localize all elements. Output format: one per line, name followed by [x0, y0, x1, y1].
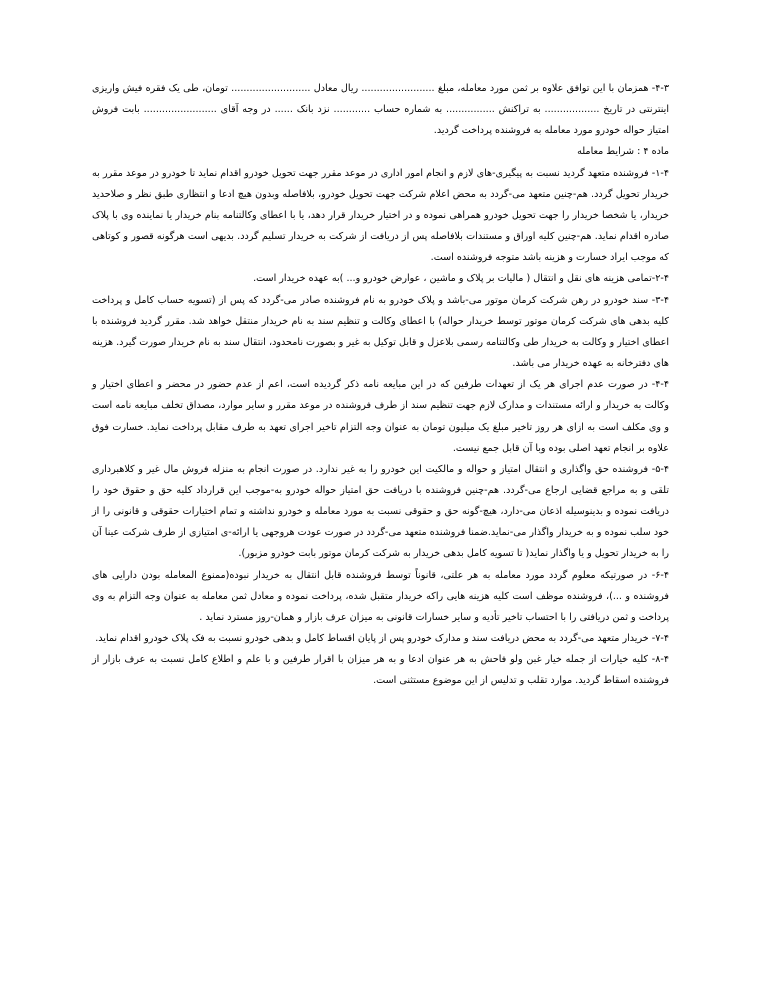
- clause-4-2: ۲-۴-تمامی هزینه های نقل و انتقال ( مالیات بر پلاک و ماشین ، عوارض خودرو و... )به عهده خریدار است.: [253, 273, 669, 285]
- clause-4-1: ۱-۴- فروشنده متعهد گردید نسبت به پیگیری-های لازم و انجام امور اداری در موعد مقرر جهت تحویل خودرو اقدام نماید تا خودرو در موعد مقرر به خریدار تحویل گردد. هم-چنین متعهد می-گردد به محض اعلام شرکت جهت تحویل خودرو، بلافاصله وبدون هیچ ادعا و انتظاری طبق نظر و صلاحدید خریدار، یا شخصا خریدار را جهت تحویل خودرو همراهی نموده و در اختیار خریدار قرار دهد، یا با اعطای وکالتنامه بنام خریدار یا نماینده وی با پلاک صادره اقدام نماید. هم-چنین کلیه اوراق و مستندات بلافاصله پس از دریافت از شرکت به خریدار تسلیم گردد. بدیهی است هرگونه قصور و کوتاهی که موجب ایراد خسارت و هزینه باشد متوجه فروشنده است.: [92, 167, 669, 264]
- section-heading-article-4: ماده ۴ : شرایط معامله: [577, 146, 669, 158]
- contract-body: [92, 78, 669, 692]
- clause-4-8: ۸-۴- کلیه خیارات از جمله خیار غبن ولو فاحش به هر عنوان ادعا و به هر میزان با اقرار طرفین و با علم و اطلاع کامل نسبت به عرف بازار از فروشنده اسقاط گردید. موارد تقلب و تدلیس از این موضوع مستثنی است.: [92, 654, 669, 687]
- clause-4-6: ۶-۴- در صورتیکه معلوم گردد مورد معامله به هر علتی، قانوناً توسط فروشنده قابل انتقال به خریدار نبوده(ممنوع المعامله بودن دارایی های فروشنده و ...)، فروشنده موظف است کلیه هزینه هایی راکه خریدار متقبل شده، پرداخت نموده و معادل ثمن معامله به عنوان وجه التزام به وی پرداخت و ثمن دریافتی را با احتساب تاخیر تأدیه و سایر خسارات قانونی به میزان عرف بازار و همان-روز مسترد نماید .: [92, 569, 669, 623]
- clause-4-7: ۷-۴- خریدار متعهد می-گردد به محض دریافت سند و مدارک خودرو پس از پایان اقساط کامل و بدهی خودرو نسبت به فک پلاک خودرو اقدام نماید.: [95, 633, 669, 645]
- clause-4-5: ۵-۴- فروشنده حق واگذاری و انتقال امتیاز و حواله و مالکیت این خودرو را به غیر ندارد. در صورت انجام به منزله فروش مال غیر و کلاهبرداری تلقی و به مراجع قضایی ارجاع می-گردد. هم-چنین فروشنده با دریافت حق امتیاز حواله خودرو به-موجب این قرارداد کلیه حق و حقوق خود را دریافت نموده و بدینوسیله اذعان می-دارد، هیچ-گونه حق و حقوقی نسبت به مورد معامله و خودرو نداشته و تمام اختیارات حقوقی و قانونی را از خود سلب نموده و به خریدار واگذار می-نماید.ضمنا فروشنده متعهد می-گردد در صورت عودت هروجهی یا ارائه-ی امتیازی از طرف شرکت عینا آن را به خریدار تحویل و یا واگذار نماید( تا تسویه کامل بدهی خریدار به شرکت کرمان موتور بابت خودرو مزبور).: [92, 463, 669, 560]
- clause-4-3: ۴-۳- همزمان با این توافق علاوه بر ثمن مورد معامله، مبلغ ........................ ریال معادل .......................... تومان، طی یک فقره فیش واریزی اینترنتی در تاریخ .................. به تراکنش ................ به شماره حساب ............ نزد بانک ...... در وجه آقای ........................ بابت فروش امتیاز حواله خودرو مورد معامله به فروشنده پرداخت گردید.: [92, 83, 669, 137]
- clause-4-3-title-deed: ۳-۴- سند خودرو در رهن شرکت کرمان موتور می-باشد و پلاک خودرو به نام فروشنده صادر می-گردد که پس از (تسویه حساب کامل و پرداخت کلیه بدهی های شرکت کرمان موتور توسط خریدار حواله) با اعطای وکالت و تنظیم سند به نام خریدار منتقل خواهد شد. مقرر گردید فروشنده با اعطای اختیار و وکالت به خریدار طی وکالتنامه رسمی بلاعزل و قابل توکیل به غیر و بصورت نامحدود، انتقال سند به نام خریدار صورت گیرد. هزینه های دفترخانه به عهده خریدار می باشد.: [92, 294, 669, 370]
- clause-4-4: ۴-۴- در صورت عدم اجرای هر یک از تعهدات طرفین که در این مبایعه نامه ذکر گردیده است، اعم از عدم حضور در محضر و اعطای اختیار و وکالت به خریدار و ارائه مستندات و مدارک لازم جهت تنظیم سند از طرف فروشنده در موعد مقرر و سایر موارد، مصداق تخلف مبایعه نامه است و وی مکلف است به ازای هر روز تاخیر مبلغ یک میلیون تومان به عنوان وجه التزام تاخیر اجرای تعهد به طرف مقابل پرداخت نماید. خسارت فوق علاوه بر انجام تعهد اصلی بوده وبا آن قابل جمع نیست.: [92, 379, 669, 454]
